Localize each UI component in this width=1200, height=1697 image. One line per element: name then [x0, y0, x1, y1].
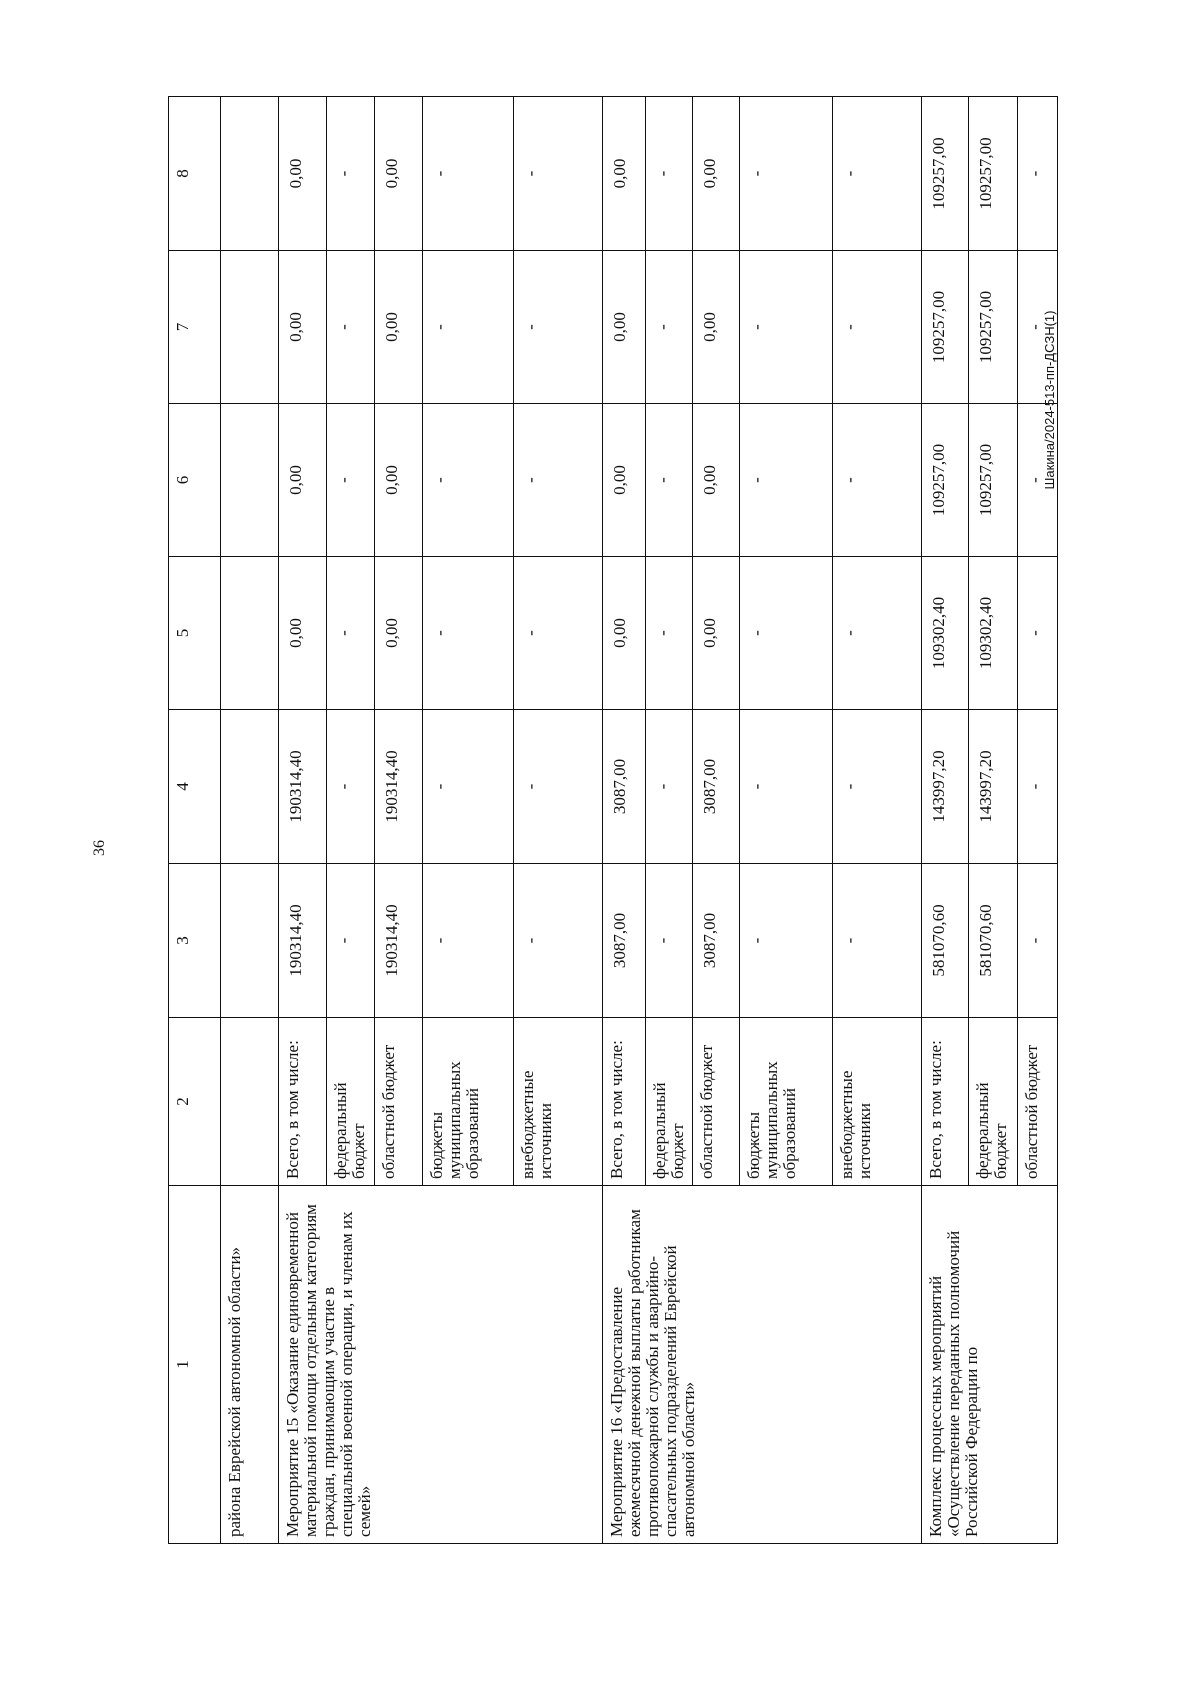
- amount-cell: 0,00: [693, 557, 740, 710]
- empty-cell: [220, 710, 279, 864]
- empty-cell: [220, 557, 279, 710]
- amount-cell: -: [423, 404, 514, 557]
- amount-cell: -: [739, 404, 832, 557]
- amount-cell: 0,00: [374, 251, 423, 404]
- amount-cell: 0,00: [603, 97, 646, 251]
- amount-cell: 109257,00: [968, 404, 1018, 557]
- amount-cell: 3087,00: [603, 864, 646, 1018]
- empty-cell: [220, 864, 279, 1018]
- amount-cell: -: [1018, 404, 1058, 557]
- header-cell-6: 6: [169, 404, 221, 557]
- header-cell-7: 7: [169, 251, 221, 404]
- amount-cell: 0,00: [693, 97, 740, 251]
- amount-cell: -: [645, 710, 693, 864]
- amount-cell: -: [326, 251, 374, 404]
- amount-cell: -: [833, 557, 922, 710]
- amount-cell: 0,00: [693, 251, 740, 404]
- amount-cell: -: [514, 710, 603, 864]
- measure-title: Мероприятие 16 «Предоставление ежемесячной денежной выплаты работникам противопожарной службы и аварийно-спасательных подразделений Еврейской автономной области»: [603, 1186, 922, 1544]
- amount-cell: -: [1018, 557, 1058, 710]
- header-cell-4: 4: [169, 710, 221, 864]
- funding-source-label: внебюджетные источники: [833, 1018, 922, 1186]
- funding-source-label: областной бюджет: [1018, 1018, 1058, 1186]
- amount-cell: -: [423, 557, 514, 710]
- empty-cell: [220, 251, 279, 404]
- amount-cell: 581070,60: [922, 864, 969, 1018]
- header-cell-8: 8: [169, 97, 221, 251]
- rotated-table: [168, 97, 1058, 1544]
- amount-cell: 0,00: [374, 557, 423, 710]
- funding-source-label: внебюджетные источники: [514, 1018, 603, 1186]
- header-cell-3: 3: [169, 864, 221, 1018]
- amount-cell: -: [326, 864, 374, 1018]
- amount-cell: -: [514, 864, 603, 1018]
- amount-cell: -: [833, 97, 922, 251]
- amount-cell: -: [326, 404, 374, 557]
- table-body: [169, 97, 1058, 1544]
- table-row: [603, 97, 646, 1544]
- funding-source-label: федеральный бюджет: [968, 1018, 1018, 1186]
- continuation-cell: района Еврейской автономной области»: [220, 1186, 279, 1544]
- funding-source-label: бюджеты муниципальных образований: [423, 1018, 514, 1186]
- amount-cell: -: [739, 864, 832, 1018]
- empty-cell: [220, 404, 279, 557]
- amount-cell: -: [833, 404, 922, 557]
- amount-cell: -: [739, 710, 832, 864]
- amount-cell: -: [423, 710, 514, 864]
- amount-cell: -: [326, 557, 374, 710]
- amount-cell: 3087,00: [693, 864, 740, 1018]
- header-row: [169, 97, 221, 1544]
- funding-source-label: бюджеты муниципальных образований: [739, 1018, 832, 1186]
- amount-cell: -: [833, 864, 922, 1018]
- amount-cell: 190314,40: [374, 710, 423, 864]
- budget-table: [168, 96, 1058, 1544]
- amount-cell: -: [514, 97, 603, 251]
- funding-source-label: Всего, в том числе:: [603, 1018, 646, 1186]
- funding-source-label: Всего, в том числе:: [922, 1018, 969, 1186]
- amount-cell: -: [1018, 864, 1058, 1018]
- amount-cell: -: [739, 557, 832, 710]
- amount-cell: -: [514, 404, 603, 557]
- header-cell-5: 5: [169, 557, 221, 710]
- page-number: 36: [91, 840, 108, 856]
- amount-cell: 190314,40: [279, 864, 327, 1018]
- empty-cell: [220, 97, 279, 251]
- amount-cell: -: [1018, 251, 1058, 404]
- amount-cell: 0,00: [603, 557, 646, 710]
- amount-cell: 0,00: [374, 404, 423, 557]
- amount-cell: 109257,00: [968, 97, 1018, 251]
- table-row: [922, 97, 969, 1544]
- amount-cell: -: [739, 97, 832, 251]
- funding-source-label: областной бюджет: [693, 1018, 740, 1186]
- rotated-table-container: [168, 97, 1058, 1544]
- table-row: [279, 97, 327, 1544]
- amount-cell: 109302,40: [968, 557, 1018, 710]
- amount-cell: 0,00: [279, 251, 327, 404]
- amount-cell: -: [514, 557, 603, 710]
- amount-cell: -: [514, 251, 603, 404]
- funding-source-label: Всего, в том числе:: [279, 1018, 327, 1186]
- amount-cell: 190314,40: [374, 864, 423, 1018]
- amount-cell: 3087,00: [603, 710, 646, 864]
- funding-source-label: федеральный бюджет: [645, 1018, 693, 1186]
- amount-cell: -: [645, 404, 693, 557]
- amount-cell: 190314,40: [279, 710, 327, 864]
- amount-cell: 0,00: [279, 557, 327, 710]
- header-cell-1: 1: [169, 1186, 221, 1544]
- amount-cell: 109257,00: [968, 251, 1018, 404]
- amount-cell: -: [423, 97, 514, 251]
- amount-cell: 109302,40: [922, 557, 969, 710]
- amount-cell: -: [833, 710, 922, 864]
- header-cell-2: 2: [169, 1018, 221, 1186]
- amount-cell: 0,00: [603, 404, 646, 557]
- measure-title: Комплекс процессных мероприятий «Осуществление переданных полномочий Российской Федерации по: [922, 1186, 1058, 1544]
- measure-title: Мероприятие 15 «Оказание единовременной материальной помощи отдельным категориям граждан, принимающим участие в специальной военной операции, и членам их семей»: [279, 1186, 603, 1544]
- amount-cell: -: [645, 557, 693, 710]
- document-code: Шакина/2024-513-пп-ДСЗН(1): [1042, 310, 1057, 490]
- amount-cell: 143997,20: [922, 710, 969, 864]
- amount-cell: 0,00: [374, 97, 423, 251]
- amount-cell: 0,00: [693, 404, 740, 557]
- amount-cell: -: [423, 864, 514, 1018]
- amount-cell: -: [645, 97, 693, 251]
- amount-cell: 143997,20: [968, 710, 1018, 864]
- funding-source-label: областной бюджет: [374, 1018, 423, 1186]
- continuation-row: [220, 97, 279, 1544]
- amount-cell: 109257,00: [922, 97, 969, 251]
- amount-cell: -: [423, 251, 514, 404]
- amount-cell: -: [1018, 710, 1058, 864]
- amount-cell: 0,00: [603, 251, 646, 404]
- amount-cell: -: [833, 251, 922, 404]
- amount-cell: -: [326, 97, 374, 251]
- amount-cell: 0,00: [279, 404, 327, 557]
- amount-cell: 3087,00: [693, 710, 740, 864]
- amount-cell: 0,00: [279, 97, 327, 251]
- amount-cell: -: [645, 251, 693, 404]
- funding-source-label: федеральный бюджет: [326, 1018, 374, 1186]
- amount-cell: -: [1018, 97, 1058, 251]
- amount-cell: -: [739, 251, 832, 404]
- amount-cell: -: [326, 710, 374, 864]
- amount-cell: 581070,60: [968, 864, 1018, 1018]
- amount-cell: -: [645, 864, 693, 1018]
- amount-cell: 109257,00: [922, 404, 969, 557]
- amount-cell: 109257,00: [922, 251, 969, 404]
- empty-cell: [220, 1018, 279, 1186]
